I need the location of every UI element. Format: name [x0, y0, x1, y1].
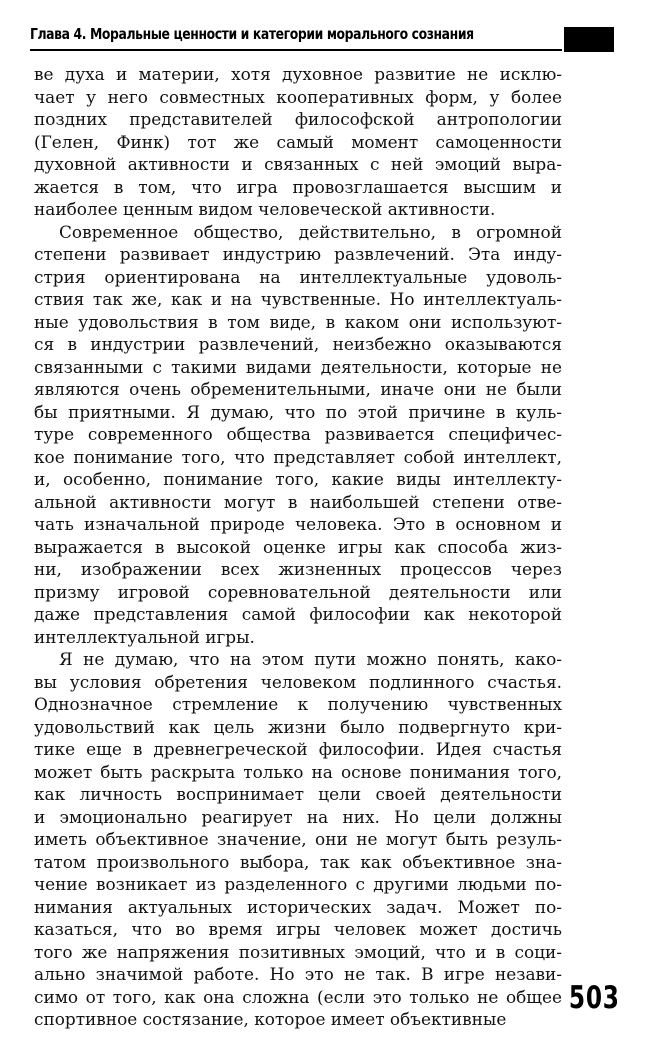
text-line: ни, изображении всех жизненных процессов через: [34, 559, 562, 579]
page-number: 503: [569, 980, 620, 1016]
text-line: чать изначальной природе человека. Это в основном и: [34, 514, 562, 534]
text-line: жается в том, что игра провозглашается высшим и: [34, 176, 562, 197]
chapter-title: Глава 4. Моральные ценности и категории морального сознания: [30, 25, 474, 43]
text-line: нимания актуальных исторических задач. Может по-: [34, 896, 562, 917]
text-line: и, особенно, понимание того, какие виды интеллекту-: [34, 469, 562, 489]
text-line: поздних представителей философской антропологии: [34, 109, 562, 129]
text-line: ные удовольствия в том виде, в каком они используют-: [34, 311, 562, 332]
paragraph: [34, 63, 562, 221]
text-line: спортивное состязание, которое имеет объективные: [34, 1009, 507, 1029]
text-line: ствия так же, как и на чувственные. Но интеллектуаль-: [34, 289, 562, 309]
text-line: ально значимой работе. Но это не так. В игре незави-: [34, 964, 562, 984]
text-line: бы приятными. Я думаю, что по этой причине в куль-: [34, 401, 562, 422]
text-line: и эмоционально реагирует на них. Но цели должны: [34, 806, 562, 827]
text-line: альной активности могут в наибольшей степени отве-: [34, 491, 562, 512]
body-text: [34, 63, 562, 1031]
text-line: являются очень обременительными, иначе они не были: [34, 379, 562, 399]
text-line: наиболее ценным видом человеческой активности.: [34, 199, 496, 219]
text-line: степени развивает индустрию развлечений. Эта инду-: [34, 244, 562, 264]
text-line: татом произвольного выбора, так как объективное зна-: [34, 851, 562, 872]
text-line: симо от того, как она сложна (если это только не общее: [34, 986, 562, 1007]
text-line: может быть раскрыта только на основе понимания того,: [34, 761, 562, 782]
header-black-block: [564, 27, 614, 52]
text-line: как личность воспринимает цели своей деятельности: [34, 784, 562, 804]
text-line: стрия ориентирована на интеллектуальные удоволь-: [34, 266, 562, 287]
running-head: [30, 22, 614, 52]
text-line: духовной активности и связанных с ней эмоций выра-: [34, 154, 562, 174]
text-line: Однозначное стремление к получению чувственных: [34, 694, 562, 714]
text-line: связанными с такими видами деятельности, которые не: [34, 356, 562, 377]
text-line: призму игровой соревновательной деятельности или: [34, 581, 562, 602]
text-line: казаться, что во время игры человек может достичь: [34, 919, 562, 939]
paragraph: [34, 221, 562, 649]
text-line: иметь объективное значение, они не могут быть резуль-: [34, 829, 562, 849]
text-line: удовольствий как цель жизни было подвергнуто кри-: [34, 716, 562, 737]
text-line: кое понимание того, что представляет собой интеллект,: [34, 446, 562, 467]
text-line: (Гелен, Финк) тот же самый момент самоценности: [34, 131, 562, 152]
text-line: Я не думаю, что на этом пути можно понять, како-: [59, 649, 562, 669]
text-line: выражается в высокой оценке игры как способа жиз-: [34, 536, 562, 557]
text-line: туре современного общества развивается специфичес-: [34, 424, 562, 444]
header-rule: [30, 49, 562, 51]
text-line: интеллектуальной игры.: [34, 626, 255, 647]
text-line: даже представления самой философии как некоторой: [34, 604, 562, 624]
text-line: ся в индустрии развлечений, неизбежно оказываются: [34, 334, 562, 354]
text-line: тике еще в древнегреческой философии. Идея счастья: [34, 739, 562, 759]
paragraph: [34, 648, 562, 1031]
text-line: чает у него совместных кооперативных форм, у более: [34, 86, 562, 107]
text-line: чение возникает из разделенного с другими людьми по-: [34, 874, 562, 894]
text-line: Современное общество, действительно, в огромной: [59, 221, 562, 242]
text-line: вы условия обретения человеком подлинного счастья.: [34, 671, 562, 692]
text-line: того же напряжения позитивных эмоций, что и в соци-: [34, 941, 562, 962]
text-line: ве духа и материи, хотя духовное развитие не исклю-: [34, 64, 562, 84]
